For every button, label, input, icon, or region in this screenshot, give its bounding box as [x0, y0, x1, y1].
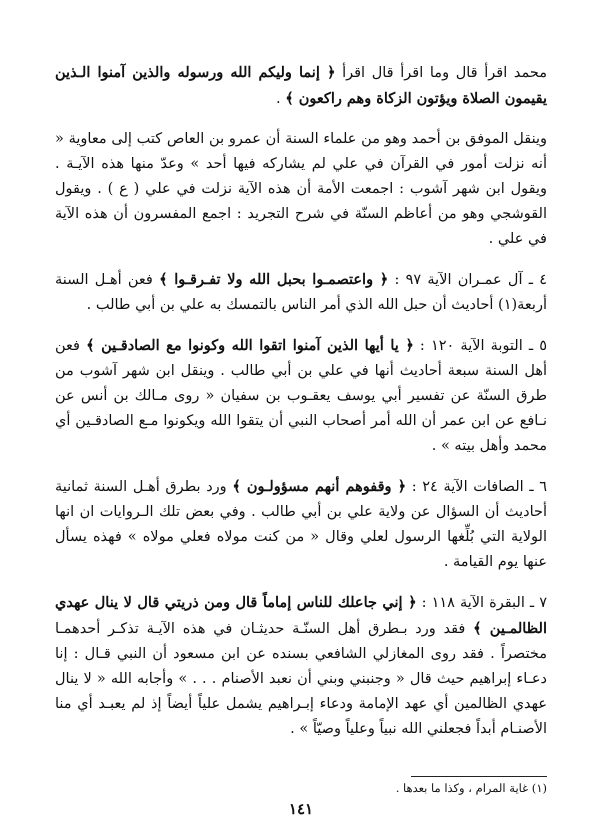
quran-verse-1: ﴿ إنما وليكم الله ورسوله والذين آمنوا الـذين يقيمون الصلاة ويؤتون الزكاة وهم راكعون ﴾: [55, 64, 547, 107]
paragraph-6-part-1: ٧ ـ البقرة الآية ١١٨ :: [416, 595, 548, 611]
paragraph-3: [55, 267, 547, 318]
paragraph-2: [55, 127, 547, 252]
paragraph-1: [55, 60, 547, 112]
paragraph-4: [55, 333, 547, 459]
paragraph-6-part-3: فقد ورد بـطرق أهل السنّـة حديثـان في هذه الآيـة تذكـر أحدهمـا مختصراً . فقد روى المغازلي الشافعي بسنده عن ابن مسعود أن النبي قـال : إنا دعـاء إبراهيم حيث قال « وجنبني وبني أن نعبد الأصنام . . . » وأجابه الله « لا ينال عهدي الظالمين أي عهد الإمامة ودعاء إبـراهيم يشمل علياً أيضاً إذ لم يعبـد أي منا الأصنـام أبداً فجعلني الله نبياً وعلياً وصيّاً » .: [55, 621, 547, 737]
paragraph-4-part-1: ٥ ـ التوبة الآية ١٢٠ :: [413, 338, 548, 354]
paragraph-5-part-1: ٦ ـ الصافات الآية ٢٤ :: [406, 479, 548, 495]
page-number: ١٤١: [288, 800, 314, 818]
paragraph-1-part-1: محمد اقرأ قال وما اقرأ قال اقرأ: [335, 65, 547, 81]
footnote: (١) غاية المرام ، وكذا ما بعدها .: [395, 781, 547, 795]
paragraph-1-part-3: .: [276, 91, 286, 107]
paragraph-2-text: وينقل الموفق بن أحمد وهو من علماء السنة أن عمرو بن العاص كتب إلى معاوية « أنه نزلت أمور في القرآن في علي لم يشاركه فيها أحد » وعدّ منها هذه الآيـة . ويقول ابن شهر آشوب : اجمعت الأمة أن هذه الآية نزلت في علي ( ع ) . ويقول القوشجي وهو من أعاظم السنّة في شرح التجريد : اجمع المفسرون أن هذه الآية في علي .: [55, 131, 547, 247]
footnote-divider: [411, 776, 547, 777]
quran-verse-4: ﴿ يا أيها الذين آمنوا اتقوا الله وكونوا مع الصادقـين ﴾: [86, 337, 414, 354]
paragraph-5: [55, 474, 547, 575]
paragraph-3-part-1: ٤ ـ آل عمـران الآية ٩٧ :: [388, 272, 547, 288]
paragraph-3-part-3: فعن أهـل السنة أربعة(١) أحاديث أن حبل الله الذي أمر الناس بالتمسك به علي بن أبي طالب .: [55, 272, 547, 313]
paragraph-4-part-3: فعن أهل السنة سبعة أحاديث أنها في علي بن أبي طالب . وينقل ابن شهر آشوب من طرق السنّة عن تفسير أبي يوسف يعقـوب بن سفيان « روى مـالك بن أنس عن نـافع عن ابن عمر أن الله أمر أصحاب النبي أن يتقوا الله ويكونوا مـع الصادقـين أي محمد وأهل بيته » .: [55, 338, 547, 454]
page-body: [55, 60, 547, 757]
paragraph-5-part-3: ورد بطرق أهـل السنة ثمانية أحاديث أن السؤال عن ولاية علي بن أبي طالب . وفي بعض تلك الـروايات ان انها الولاية التي بُلِّغها الرسول لعلي وقال « من كنت مولاه فعلي مولاه » فهذه يسأل عنها يوم القيامة .: [55, 479, 547, 570]
quran-verse-5: ﴿ وقفوهم أنهم مسؤولـون ﴾: [232, 478, 407, 495]
quran-verse-3: ﴿ واعتصمـوا بحبل الله ولا تفـرقـوا ﴾: [159, 271, 389, 288]
paragraph-6: [55, 590, 547, 742]
quran-verse-6: ﴿ إني جاعلك للناس إماماً قال ومن ذريتي قال لا ينال عهدي الظالمـين ﴾: [55, 594, 548, 637]
